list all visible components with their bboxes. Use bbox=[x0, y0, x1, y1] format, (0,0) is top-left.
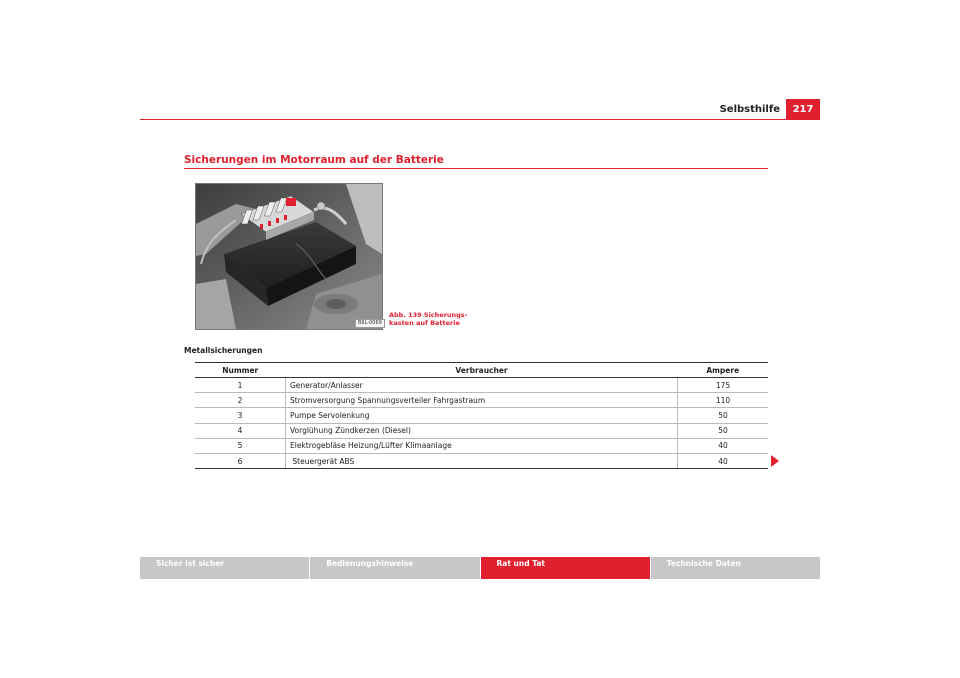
row-consumer: Steuergerät ABS bbox=[286, 453, 678, 468]
row-number: 6 bbox=[195, 453, 286, 468]
row-number: 2 bbox=[195, 393, 286, 408]
metal-fuses-table bbox=[195, 362, 768, 469]
table-row bbox=[195, 438, 768, 453]
row-consumer: Elektrogebläse Heizung/Lüfter Klimaanlage bbox=[286, 438, 678, 453]
row-ampere: 40 bbox=[678, 438, 769, 453]
row-consumer: Vorglühung Zündkerzen (Diesel) bbox=[286, 423, 678, 438]
row-consumer: Generator/Anlasser bbox=[286, 378, 678, 393]
table-row bbox=[195, 393, 768, 408]
row-number: 5 bbox=[195, 438, 286, 453]
table-row bbox=[195, 408, 768, 423]
row-number: 1 bbox=[195, 378, 286, 393]
table-row bbox=[195, 423, 768, 438]
column-header-number: Nummer bbox=[195, 363, 286, 378]
footer-chapter-nav bbox=[140, 557, 820, 579]
figure-caption-line-2: kasten auf Batterie bbox=[389, 319, 460, 327]
column-header-consumer: Verbraucher bbox=[286, 363, 678, 378]
row-consumer: Stromversorgung Spannungsverteiler Fahrgastraum bbox=[286, 393, 678, 408]
page-number: 217 bbox=[786, 99, 820, 119]
table-header-row bbox=[195, 363, 768, 378]
table-row bbox=[195, 378, 768, 393]
figure-caption-line-1: Abb. 139 Sicherungs- bbox=[389, 311, 468, 319]
engine-bay-drawing bbox=[196, 184, 382, 329]
footer-tab-technische-daten[interactable]: Technische Daten bbox=[651, 557, 820, 579]
footer-tab-sicher-ist-sicher[interactable]: Sicher ist sicher bbox=[140, 557, 310, 579]
row-ampere: 50 bbox=[678, 408, 769, 423]
battery-fuse-box-illustration bbox=[195, 183, 383, 330]
header-rule bbox=[140, 119, 820, 120]
row-ampere: 40 bbox=[678, 453, 769, 468]
section-title: Sicherungen im Motorraum auf der Batterie bbox=[184, 154, 444, 166]
figure-code: B6L-0069 bbox=[355, 319, 385, 328]
continue-arrow-icon[interactable] bbox=[771, 455, 779, 467]
footer-tab-bedienungshinweise[interactable]: Bedienungshinweise bbox=[310, 557, 480, 579]
table-row bbox=[195, 453, 768, 468]
figure-caption bbox=[389, 311, 479, 327]
row-ampere: 50 bbox=[678, 423, 769, 438]
row-ampere: 110 bbox=[678, 393, 769, 408]
header-section-label: Selbsthilfe bbox=[719, 104, 780, 115]
row-ampere: 175 bbox=[678, 378, 769, 393]
column-header-ampere: Ampere bbox=[678, 363, 769, 378]
section-rule bbox=[184, 168, 768, 169]
footer-tab-rat-und-tat[interactable]: Rat und Tat bbox=[481, 557, 651, 579]
row-consumer: Pumpe Servolenkung bbox=[286, 408, 678, 423]
row-number: 4 bbox=[195, 423, 286, 438]
row-number: 3 bbox=[195, 408, 286, 423]
table-title: Metallsicherungen bbox=[184, 346, 263, 355]
